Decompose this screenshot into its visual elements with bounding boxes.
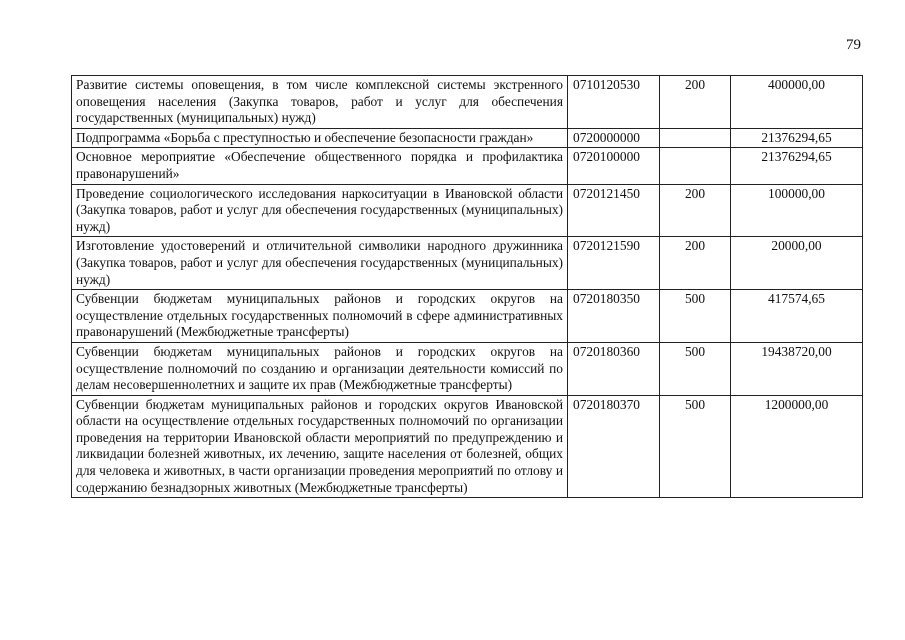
target-code-cell: 0720180370 [568, 395, 660, 498]
table-row [72, 290, 863, 343]
expense-name-cell: Основное мероприятие «Обеспечение общественного порядка и профилактика правонарушений» [72, 148, 568, 184]
amount-cell: 1200000,00 [731, 395, 863, 498]
table-row [72, 76, 863, 129]
page-number: 79 [846, 37, 861, 53]
expense-name-cell: Подпрограмма «Борьба с преступностью и обеспечение безопасности граждан» [72, 128, 568, 148]
expense-name-cell: Развитие системы оповещения, в том числе комплексной системы экстренного оповещения населения (Закупка товаров, работ и услуг для обеспечения государственных (муниципальных) нужд) [72, 76, 568, 129]
amount-cell: 20000,00 [731, 237, 863, 290]
table-row [72, 342, 863, 395]
amount-cell: 400000,00 [731, 76, 863, 129]
table-row [72, 395, 863, 498]
expense-type-cell: 200 [660, 76, 731, 129]
target-code-cell: 0720100000 [568, 148, 660, 184]
table-row [72, 128, 863, 148]
amount-cell: 21376294,65 [731, 148, 863, 184]
amount-cell: 417574,65 [731, 290, 863, 343]
expense-type-cell [660, 128, 731, 148]
table-row [72, 148, 863, 184]
amount-cell: 100000,00 [731, 184, 863, 237]
target-code-cell: 0720180350 [568, 290, 660, 343]
table-row [72, 184, 863, 237]
target-code-cell: 0720180360 [568, 342, 660, 395]
expense-name-cell: Субвенции бюджетам муниципальных районов и городских округов на осуществление отдельных государственных полномочий в сфере административных правонарушений (Межбюджетные трансферты) [72, 290, 568, 343]
target-code-cell: 0710120530 [568, 76, 660, 129]
amount-cell: 21376294,65 [731, 128, 863, 148]
expense-type-cell: 500 [660, 342, 731, 395]
amount-cell: 19438720,00 [731, 342, 863, 395]
expense-name-cell: Субвенции бюджетам муниципальных районов и городских округов на осуществление полномочий по созданию и организации деятельности комиссий по делам несовершеннолетних и защите их прав (Межбюджетные трансферты) [72, 342, 568, 395]
expense-name-cell: Субвенции бюджетам муниципальных районов и городских округов Ивановской области на осуществление отдельных государственных полномочий по организации проведения на территории Ивановской области мероприятий по предупреждению и ликвидации болезней животных, их лечению, защите населения от болезней, общих для человека и животных, в части организации проведения мероприятий по отлову и содержанию безнадзорных животных (Межбюджетные трансферты) [72, 395, 568, 498]
expense-type-cell: 500 [660, 290, 731, 343]
expense-name-cell: Изготовление удостоверений и отличительной символики народного дружинника (Закупка товаров, работ и услуг для обеспечения государственных (муниципальных) нужд) [72, 237, 568, 290]
expense-type-cell: 200 [660, 184, 731, 237]
target-code-cell: 0720000000 [568, 128, 660, 148]
target-code-cell: 0720121590 [568, 237, 660, 290]
expense-type-cell [660, 148, 731, 184]
table-row [72, 237, 863, 290]
target-code-cell: 0720121450 [568, 184, 660, 237]
expense-name-cell: Проведение социологического исследования наркоситуации в Ивановской области (Закупка товаров, работ и услуг для обеспечения государственных (муниципальных) нужд) [72, 184, 568, 237]
budget-table [71, 75, 863, 498]
expense-type-cell: 200 [660, 237, 731, 290]
expense-type-cell: 500 [660, 395, 731, 498]
